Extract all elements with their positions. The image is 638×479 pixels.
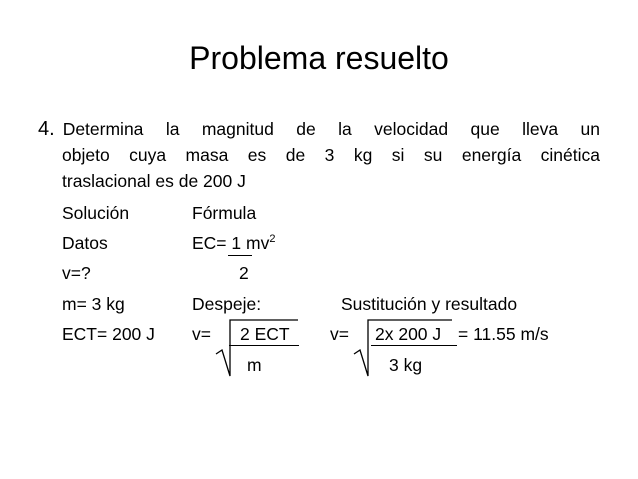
solucion-label: Solución (62, 203, 130, 223)
sust-lhs: v= (330, 324, 349, 344)
problem-line-2: objeto cuya masa es de 3 kg si su energía cinética (62, 145, 600, 165)
velocity-unknown: v=? (62, 263, 91, 283)
slide-title: Problema resuelto (189, 40, 449, 76)
problem-text-1: Determina la magnitud de la velocidad que lleva un (62, 119, 600, 139)
sust-numerator: 2x 200 J (375, 324, 442, 344)
despeje-label: Despeje: (192, 294, 262, 314)
problem-line-3: traslacional es de 200 J (62, 171, 246, 191)
sust-denominator: 3 kg (389, 355, 423, 375)
datos-label: Datos (62, 233, 108, 253)
mass-value: m= 3 kg (62, 294, 125, 314)
sust-square-root-sign (354, 320, 452, 376)
formula-exponent: 2 (269, 233, 276, 246)
despeje-lhs: v= (192, 324, 211, 344)
formula-lhs: EC= (192, 233, 227, 253)
formula-mv: mv (246, 233, 270, 253)
energy-value: ECT= 200 J (62, 324, 155, 344)
sustitucion-label: Sustitución y resultado (341, 294, 518, 314)
formula-label: Fórmula (192, 203, 257, 223)
formula-numerator: 1 (231, 233, 242, 253)
despeje-numerator: 2 ECT (240, 324, 290, 344)
formula-denominator: 2 (239, 263, 249, 283)
despeje-denominator: m (247, 355, 262, 375)
sust-result: = 11.55 m/s (458, 324, 549, 344)
despeje-square-root-sign (216, 320, 298, 376)
problem-number: 4. (38, 118, 55, 140)
